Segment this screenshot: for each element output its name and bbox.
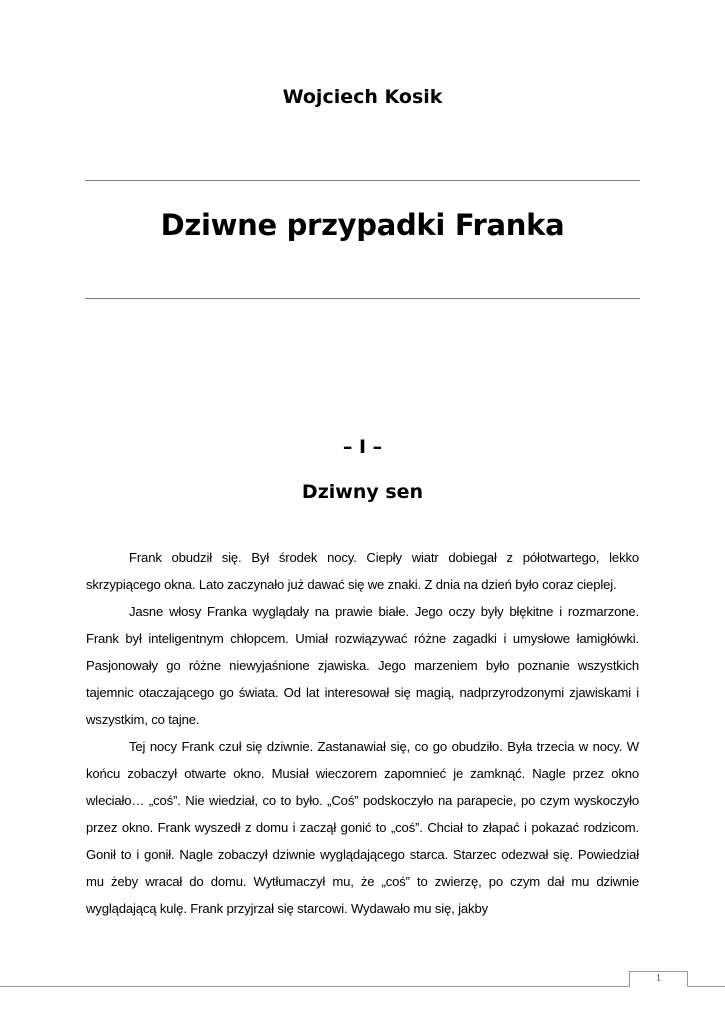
- author-name: Wojciech Kosik: [282, 86, 443, 108]
- paragraph: Frank obudził się. Był środek nocy. Ciepły wiatr dobiegał z półotwartego, lekko skrzypiącego okna. Lato zaczynało już dawać się we znaki. Z dnia na dzień było coraz cieplej.: [86, 550, 639, 592]
- book-title: Dziwne przypadki Franka: [160, 208, 565, 242]
- chapter-body: [86, 544, 639, 922]
- title-top-rule: [85, 180, 640, 181]
- chapter-number: – I –: [342, 436, 383, 458]
- page-number: 1: [655, 972, 662, 984]
- chapter-title: Dziwny sen: [301, 481, 424, 503]
- footer-rule: [0, 986, 725, 987]
- title-bottom-rule: [85, 298, 640, 299]
- paragraph: Jasne włosy Franka wyglądały na prawie białe. Jego oczy były błękitne i rozmarzone. Frank był inteligentnym chłopcem. Umiał rozwiązywać różne zagadki i umysłowe łamigłówki. Pasjonowały go różne niewyjaśnione zjawiska. Jego marzeniem było poznanie wszystkich tajemnic otaczającego go świata. Od lat interesował się magią, nadprzyrodzonymi zjawiskami i wszystkim, co tajne.: [86, 604, 639, 727]
- paragraph: Tej nocy Frank czuł się dziwnie. Zastanawiał się, co go obudziło. Była trzecia w nocy. W końcu zobaczył otwarte okno. Musiał wieczorem zapomnieć je zamknąć. Nagle przez okno wleciało… „coś”. Nie wiedział, co to było. „Coś” podskoczyło na parapecie, po czym wyskoczyło przez okno. Frank wyszedł z domu i zaczął gonić to „coś”. Chciał to złapać i pokazać rodzicom. Gonił to i gonił. Nagle zobaczył dziwnie wyglądającego starca. Starzec odezwał się. Powiedział mu żeby wracał do domu. Wytłumaczył mu, że „coś” to zwierzę, po czym dał mu dziwnie wyglądającą kulę. Frank przyjrzał się starcowi. Wydawało mu się, jakby: [86, 739, 639, 916]
